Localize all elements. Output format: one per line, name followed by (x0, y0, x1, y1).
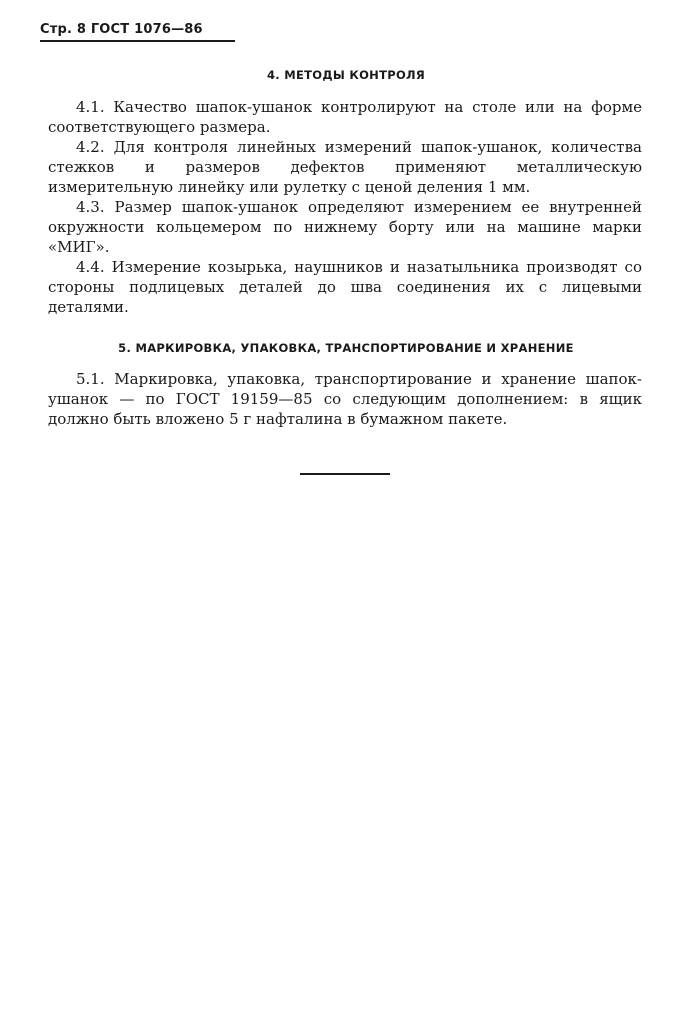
paragraph-4-2: 4.2. Для контроля линейных измерений шапок-ушанок, количества стежков и размеров дефектов применяют металлическую измерительную линейку или рулетку с ценой деления 1 мм. (48, 138, 642, 196)
section-body-methods (48, 97, 642, 317)
paragraph-4-3: 4.3. Размер шапок-ушанок определяют измерением ее внутренней окружности кольцемером по нижнему борту или на машине марки «МИГ». (48, 198, 642, 256)
page-number-and-standard: Стр. 8 ГОСТ 1076—86 (40, 22, 203, 37)
page-header (40, 22, 235, 42)
section-body-marking (48, 369, 642, 429)
section-heading-methods: 4. МЕТОДЫ КОНТРОЛЯ (266, 68, 426, 82)
header-rule (40, 40, 235, 42)
paragraph-5-1: 5.1. Маркировка, упаковка, транспортирование и хранение шапок-ушанок — по ГОСТ 19159—85 со следующим дополнением: в ящик должно быть вложено 5 г нафталина в бумажном пакете. (48, 370, 642, 428)
section-heading-marking: 5. МАРКИРОВКА, УПАКОВКА, ТРАНСПОРТИРОВАНИЕ И ХРАНЕНИЕ (118, 341, 574, 355)
paragraph-4-4: 4.4. Измерение козырька, наушников и назатыльника производят со стороны подлицевых деталей до шва соединения их с лицевыми деталями. (48, 258, 642, 316)
end-rule (300, 473, 390, 475)
paragraph-4-1: 4.1. Качество шапок-ушанок контролируют на столе или на форме соответствующего размера. (48, 98, 642, 136)
